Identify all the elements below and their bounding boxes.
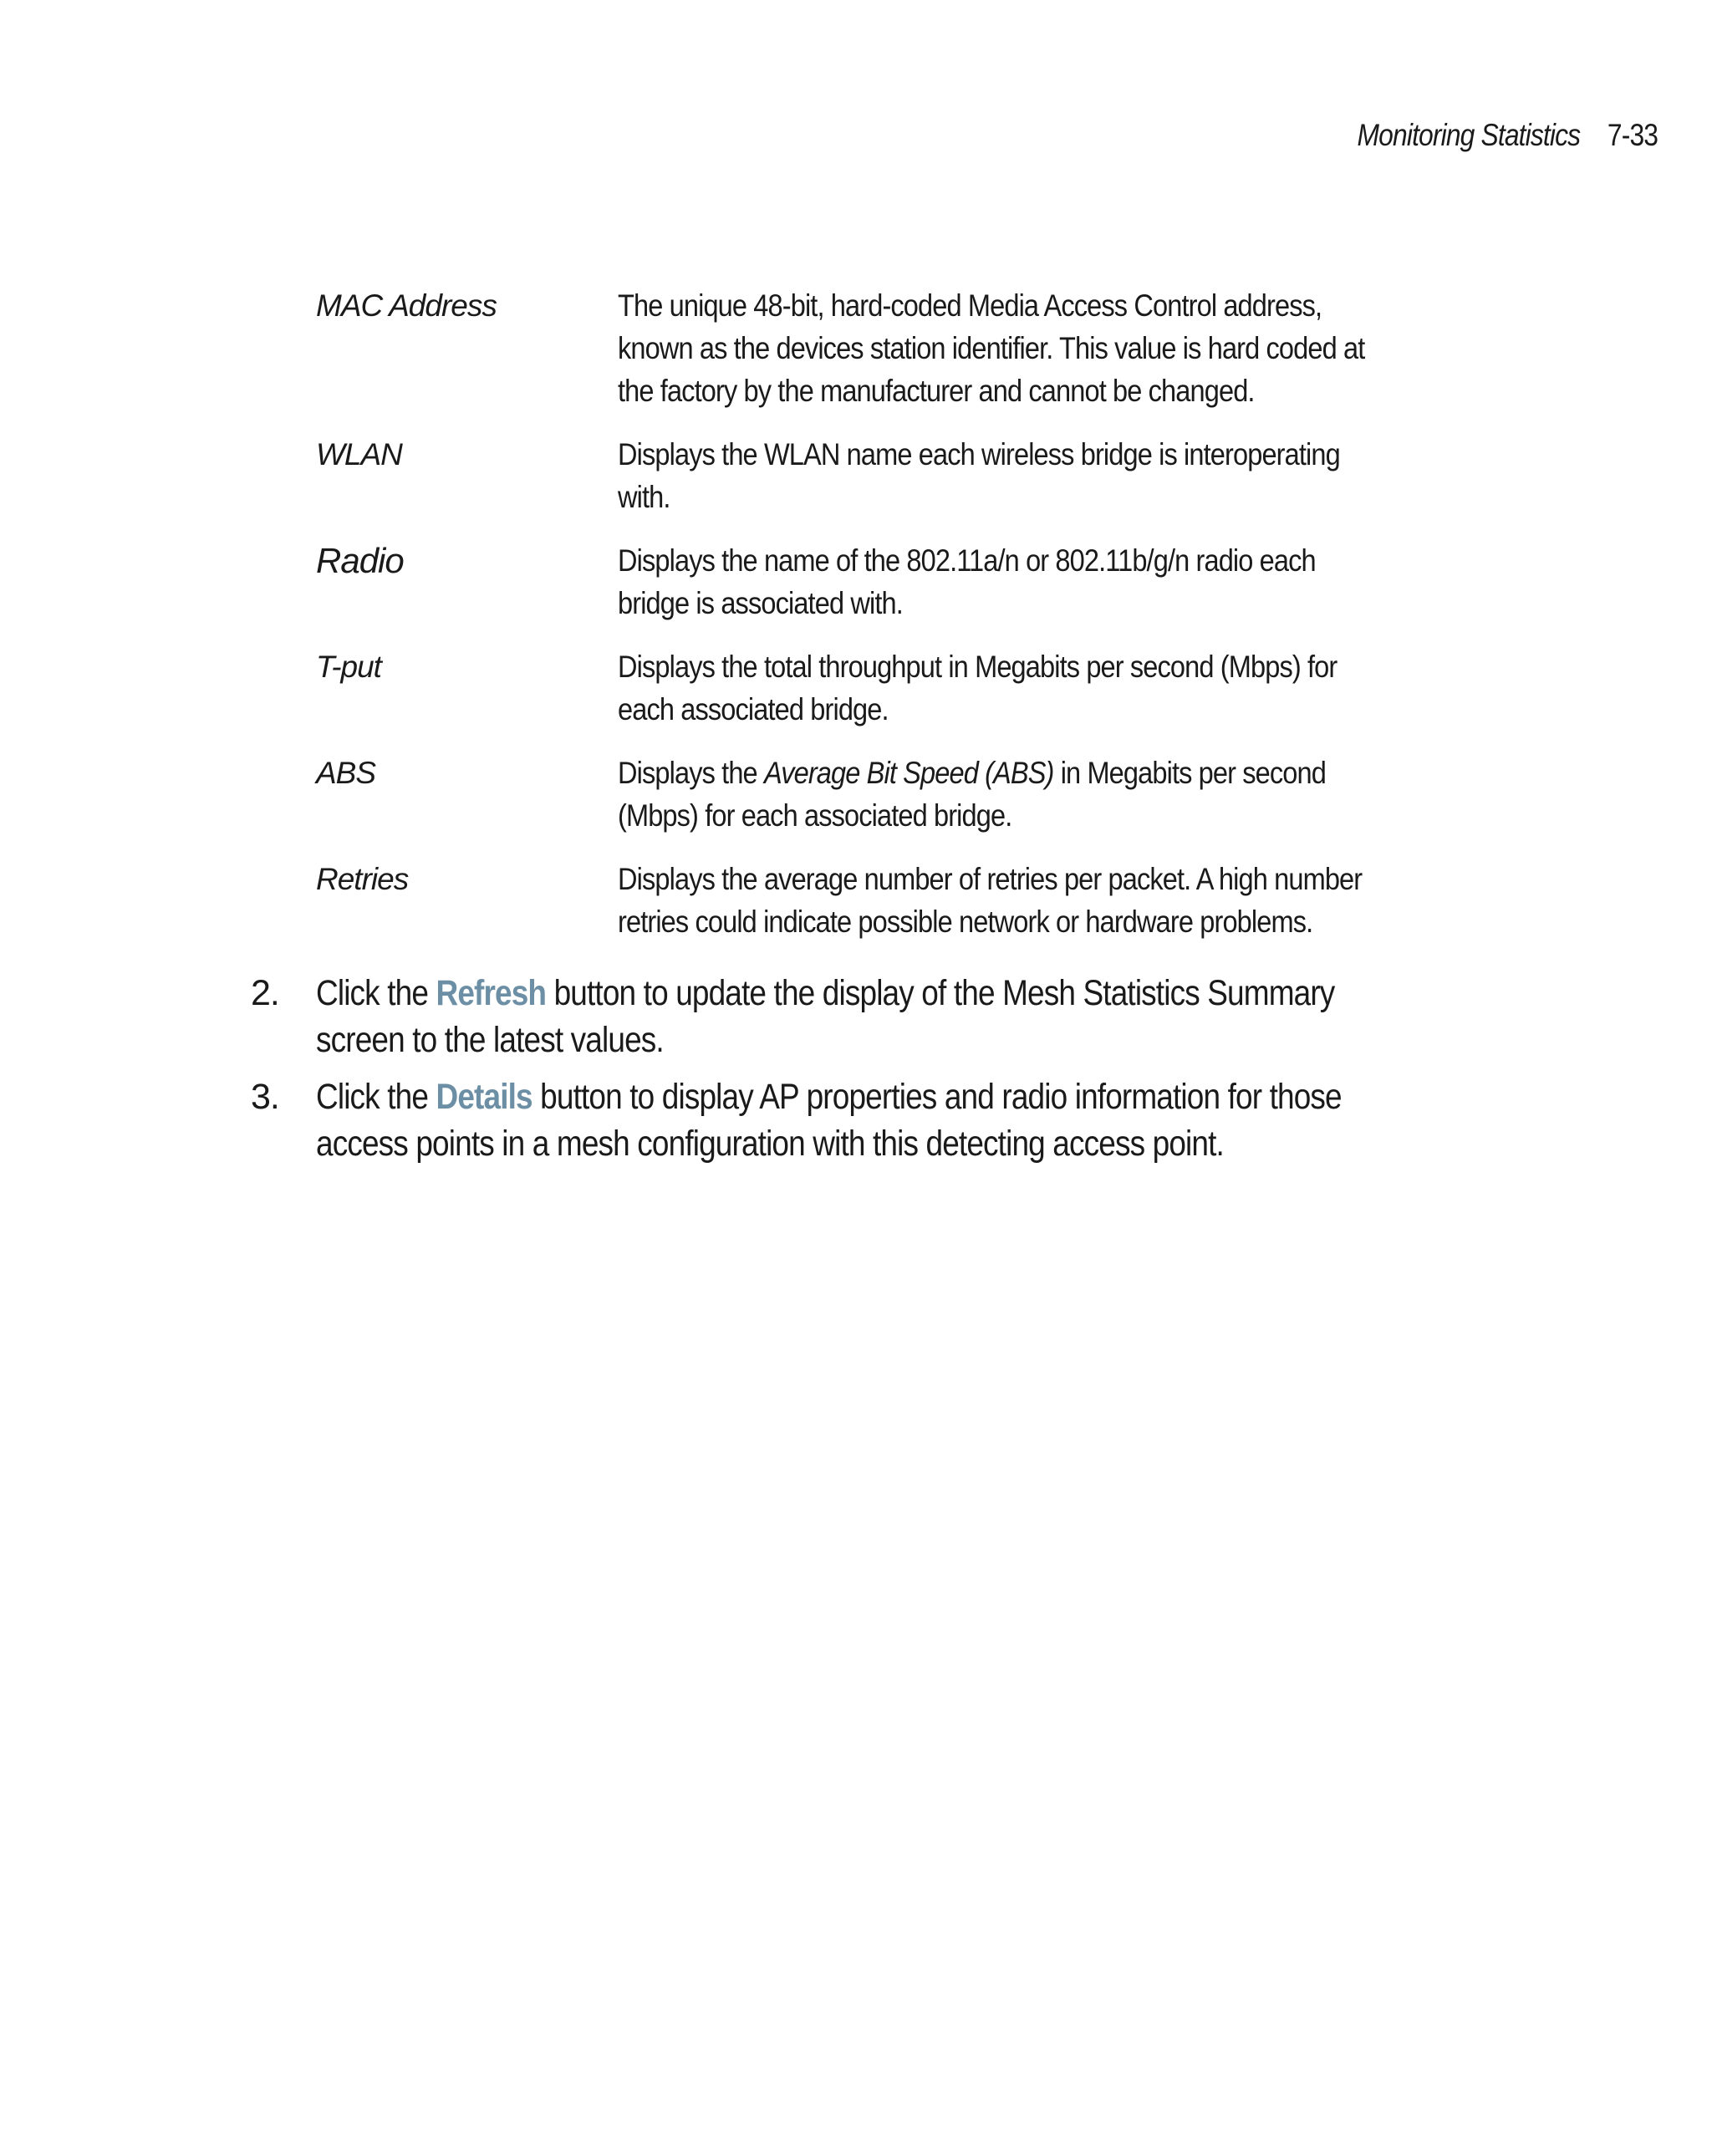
page-header: [1357, 115, 1658, 155]
definition-row-t-put: [316, 645, 1470, 731]
page-number: 7-33: [1607, 118, 1658, 152]
procedure-step-2: [251, 970, 1572, 1063]
definition-description: The unique 48-bit, hard-coded Media Access Control address, known as the devices station identifier. This value is hard coded at the factory by the manufacturer and cannot be changed.: [618, 288, 1365, 408]
definition-term: WLAN: [316, 437, 402, 471]
step-number: 3.: [251, 1077, 279, 1117]
definition-table: [316, 284, 1470, 964]
description-text-before: Displays the: [618, 756, 764, 790]
definition-description: Displays the total throughput in Megabits per second (Mbps) for each associated bridge.: [618, 650, 1338, 726]
definition-description: Displays the average number of retries per packet. A high number retries could indicate possible network or hardware problems.: [618, 862, 1363, 939]
definition-description: [618, 752, 1368, 837]
definition-row-retries: [316, 858, 1470, 943]
definition-row-wlan: [316, 433, 1470, 518]
definition-description: Displays the WLAN name each wireless bridge is interoperating with.: [618, 437, 1340, 514]
definition-term: ABS: [316, 756, 376, 790]
header-section-title: Monitoring Statistics: [1357, 118, 1581, 152]
definition-term: T-put: [316, 650, 381, 684]
procedure-step-3: [251, 1073, 1572, 1167]
definition-term: Radio: [316, 541, 404, 580]
definition-row-abs: [316, 752, 1470, 837]
step-text-after: button to display AP properties and radio information for those access points in a mesh configuration with this detecting access point.: [316, 1077, 1342, 1164]
definition-term: Retries: [316, 862, 409, 896]
step-text-after: button to update the display of the Mesh Statistics Summary screen to the latest values.: [316, 973, 1335, 1060]
description-text-after: in Megabits per second (Mbps) for each associated bridge.: [618, 756, 1326, 833]
details-button-reference: Details: [436, 1077, 532, 1117]
procedure-steps: [251, 970, 1572, 1177]
refresh-button-reference: Refresh: [436, 973, 547, 1013]
definition-row-radio: [316, 539, 1470, 624]
definition-description: Displays the name of the 802.11a/n or 802.11b/g/n radio each bridge is associated with.: [618, 543, 1316, 620]
definition-row-mac-address: [316, 284, 1470, 412]
definition-term: MAC Address: [316, 288, 497, 323]
step-text-before: Click the: [316, 973, 436, 1013]
step-text-before: Click the: [316, 1077, 436, 1117]
description-emphasis: Average Bit Speed (ABS): [763, 756, 1054, 790]
step-number: 2.: [251, 973, 279, 1013]
step-text: [316, 1073, 1396, 1167]
step-text: [316, 970, 1396, 1063]
